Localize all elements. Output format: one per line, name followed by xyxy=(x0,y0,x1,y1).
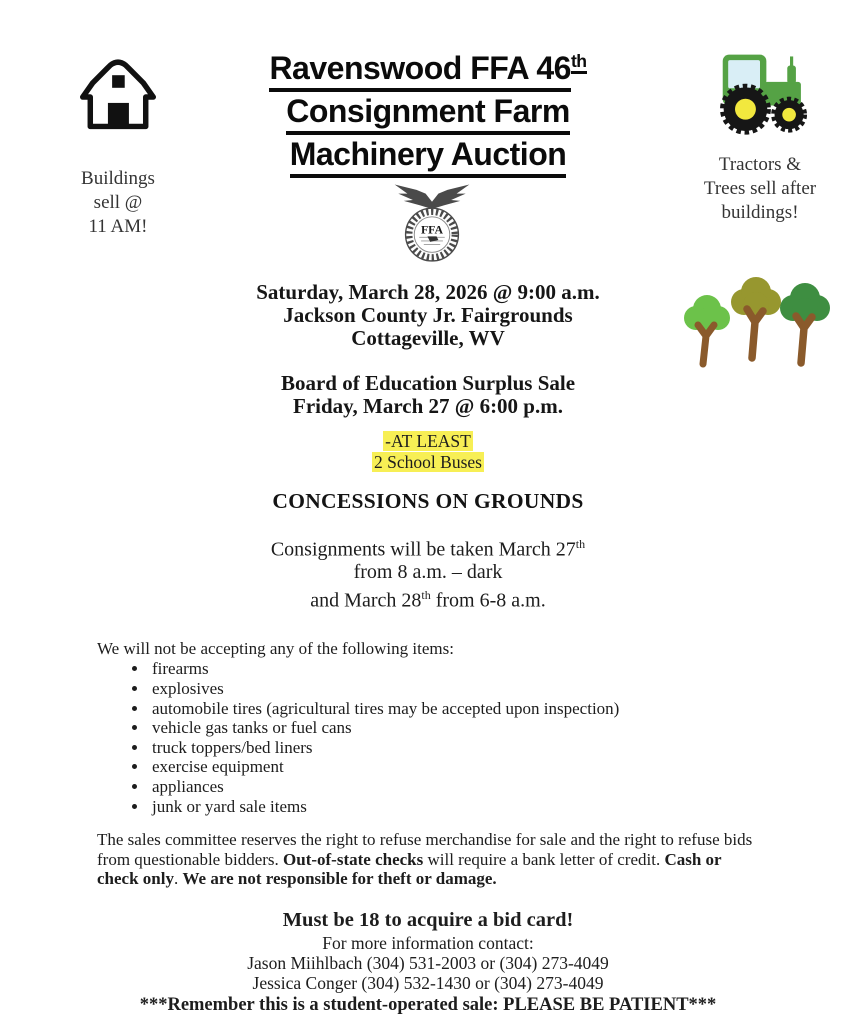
list-item: • junk or yard sale items xyxy=(149,797,765,817)
title-line-1 xyxy=(211,44,645,85)
event-city: Cottageville, WV xyxy=(351,326,505,350)
list-item: • firearms xyxy=(149,659,765,679)
title-text: Ravenswood FFA 46 xyxy=(269,50,571,92)
footer xyxy=(0,908,856,1017)
main-content xyxy=(0,281,856,1017)
tractor-icon xyxy=(710,44,810,138)
title-line-2 xyxy=(211,94,645,128)
contact-jessica: Jessica Conger (304) 532-1430 or (304) 273-4049 xyxy=(252,972,604,993)
consignment-times: Consignments will be taken March 27th from 8 a.m. – dark and March 28th from 6-8 a.m. xyxy=(0,533,856,612)
reminder-note: ***Remember this is a student-operated sale: PLEASE BE PATIENT*** xyxy=(139,994,717,1015)
not-accepted-section xyxy=(97,639,765,889)
buildings-note-line: sell @ xyxy=(93,192,143,213)
exhaust-muffler xyxy=(787,66,796,84)
title-text: Machinery Auction xyxy=(290,136,567,178)
event-datetime: Saturday, March 28, 2026 @ 9:00 a.m. xyxy=(256,280,600,304)
not-accepted-list xyxy=(97,659,765,816)
page-title xyxy=(211,44,645,180)
buildings-note-line: Buildings xyxy=(81,168,155,189)
surplus-sale-datetime: Friday, March 27 @ 6:00 p.m. xyxy=(293,394,563,418)
consignment-line-1: Consignments will be taken March 27 xyxy=(270,538,576,561)
surplus-sale-title: Board of Education Surplus Sale xyxy=(280,371,576,395)
tractors-note-line: buildings! xyxy=(721,202,799,223)
highlight-line-2: 2 School Buses xyxy=(374,452,482,472)
buildings-note-block xyxy=(50,50,186,239)
contact-heading: For more information contact: xyxy=(322,932,534,953)
eagle-silhouette xyxy=(395,184,470,209)
highlight-line-1: -AT LEAST xyxy=(385,431,471,451)
ordinal-superscript: th xyxy=(421,587,431,602)
tractors-note-block xyxy=(686,44,834,225)
contact-jason: Jason Miihlbach (304) 531-2003 or (304) 273-4049 xyxy=(247,952,609,973)
ordinal-superscript: th xyxy=(575,537,586,551)
barn-door xyxy=(108,103,129,127)
bid-card-note: Must be 18 to acquire a bid card! xyxy=(282,908,574,931)
title-superscript: th xyxy=(571,51,587,74)
tractors-note-line: Trees sell after xyxy=(703,178,817,199)
tractors-note-line: Tractors & xyxy=(718,154,802,175)
rear-wheel-hub xyxy=(735,99,756,120)
consignment-line-2: from 8 a.m. – dark xyxy=(353,561,503,584)
ffa-emblem-icon xyxy=(391,181,473,269)
list-item: • explosives xyxy=(149,679,765,699)
emblem-label: FFA xyxy=(420,222,444,237)
event-details xyxy=(0,281,856,350)
front-wheel-hub xyxy=(782,108,796,122)
buildings-note-line: 11 AM! xyxy=(88,216,148,237)
policy-paragraph: The sales committee reserves the right to refuse merchandise for sale and the right to refuse bids from questionable bidders. Out-of-state checks will require a bank letter of credit. Cash or check only. We are not responsible for theft or damage. xyxy=(97,830,753,889)
tractors-note xyxy=(686,153,834,225)
barn-icon xyxy=(75,50,161,134)
surplus-sale xyxy=(0,372,856,418)
not-accepted-intro: We will not be accepting any of the following items: xyxy=(97,638,454,658)
list-item: • vehicle gas tanks or fuel cans xyxy=(149,718,765,738)
title-text: Consignment Farm xyxy=(286,93,570,135)
consignment-line-3: and March 28 xyxy=(310,589,422,612)
title-line-3 xyxy=(211,137,645,171)
list-item: • exercise equipment xyxy=(149,757,765,777)
list-item: • truck toppers/bed liners xyxy=(149,738,765,758)
buildings-note xyxy=(50,167,186,239)
event-venue: Jackson County Jr. Fairgrounds xyxy=(283,303,573,327)
barn-window xyxy=(112,75,125,88)
list-item: • appliances xyxy=(149,777,765,797)
ffa-emblem-block xyxy=(389,181,475,274)
highlighted-note xyxy=(0,431,856,473)
list-item: • automobile tires (agricultural tires may be accepted upon inspection) xyxy=(149,699,765,719)
concessions-heading: CONCESSIONS ON GROUNDS xyxy=(272,489,584,513)
